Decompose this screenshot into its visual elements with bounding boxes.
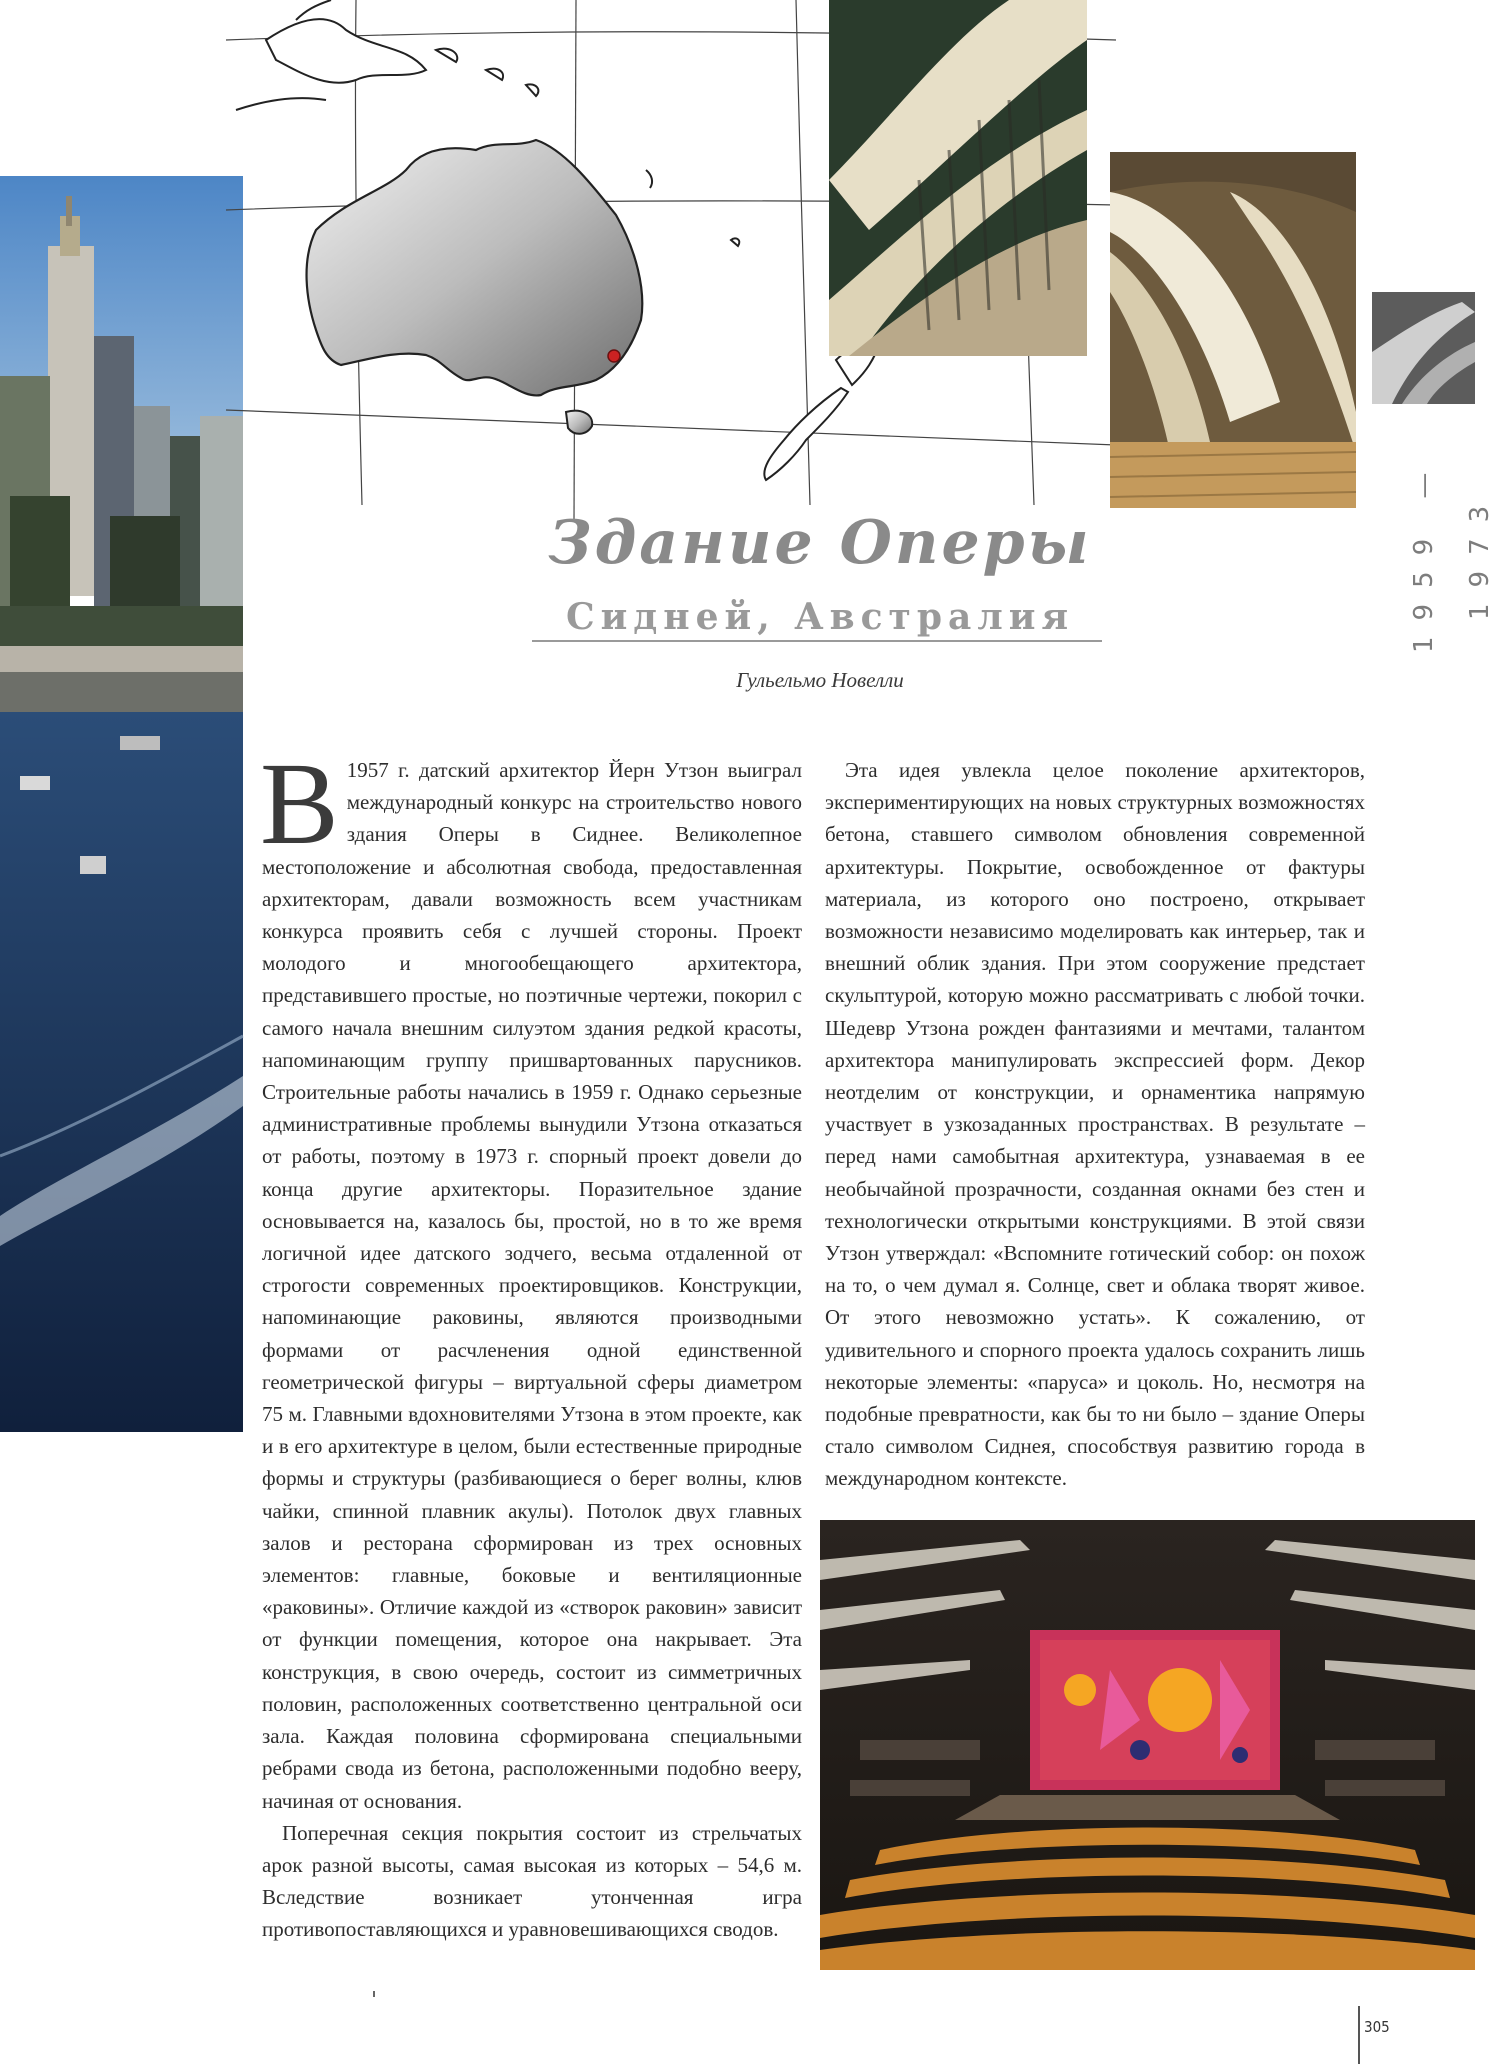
opera-auditorium-photo [820, 1520, 1475, 1970]
author-name: Гульельмо Новелли [736, 668, 904, 692]
article-right-column [825, 754, 1365, 1495]
scan-mark [373, 1991, 375, 1997]
sydney-skyline-photo [0, 176, 243, 1432]
page-title: Здание Оперы [548, 508, 1092, 578]
opera-shells-photo [829, 0, 1087, 356]
page-number: 305 [1364, 2018, 1390, 2036]
year-range-label: 1959 — 1973 [1409, 456, 1495, 654]
sydney-location-marker [608, 350, 620, 362]
page-subtitle: Сидней, Австралия [565, 596, 1075, 638]
drop-cap: В [260, 738, 339, 869]
page-number-rule [1358, 2006, 1360, 2064]
opera-detail-thumbnail [1372, 292, 1475, 404]
article-left-column [260, 738, 802, 1946]
article-paragraph-2: Поперечная секция покрытия состоит из стрельчатых арок разной высоты, самая высокая из которых – 54,6 м. Вследствие возникает утонченная игра противопоставляющихся и уравновешивающихся сводов. [262, 1820, 802, 1942]
opera-sails-photo [1110, 152, 1356, 508]
article-paragraph-3: Эта идея увлекла целое поколение архитекторов, экспериментирующих на новых структурных возможностях бетона, ставшего символом обновления современной архитектуры. Покрытие, освобожденное от фактуры материала, из которого оно построено, открывает возможности независимо моделировать как интерьер, так и внешний облик здания. При этом сооружение предстает скульптурой, которую можно рассматривать с любой точки. Шедевр Утзона рожден фантазиями и мечтами, талантом архитектора манипулировать экспрессией форм. Декор неотделим от конструкции, и орнаментика напрямую участвует в узкозаданных пространствах. В результате – перед нами самобытная архитектура, узнаваемая в ее необычайной прозрачности, созданная окнами без стен и технологически открытыми конструкциями. В этой связи Утзон утверждал: «Вспомните готический собор: он похож на то, о чем думал я. Солнце, свет и облака творят живое. От этого невозможно устать». К сожалению, от удивительного и спорного проекта удалось сохранить лишь некоторые элементы: «паруса» и цоколь. Но, несмотря на подобные превратности, как бы то ни было – здание Оперы стало символом Сиднея, способствуя развитию города в международном контексте. [825, 758, 1365, 1491]
subtitle-underline [532, 640, 1102, 642]
article-paragraph-1: В 1957 г. датский архитектор Йерн Утзон выиграл международный конкурс на строительство нового здания Оперы в Сиднее. Великолепное местоположение и абсолютная свобода, предоставленная архитекторам, давали возможность всем участникам конкурса проявить себя с лучшей стороны. Проект молодого и многообещающего архитектора, представившего простые, но поэтичные чертежи, покорил с самого начала внешним силуэтом здания редкой красоты, напоминающим группу пришвартованных парусников. Строительные работы начались в 1959 г. Однако серьезные административные проблемы вынудили Утзона отказаться от работы, поэтому в 1973 г. спорный проект довели до конца другие архитекторы. Поразительное здание основывается на, казалось бы, простой, но в то же время логичной идее датского зодчего, весьма отдаленной от строгости современных проектировщиков. Конструкции, напоминающие раковины, являются производными формами от расчленения одной единственной геометрической фигуры – виртуальной сферы диаметром 75 м. Главными вдохновителями Утзона в этом проекте, как и в его архитектуре в целом, были естественные природные формы и структуры (разбивающиеся о берег волны, клюв чайки, спинной плавник акулы). Потолок двух главных залов и ресторана сформирован из трех основных элементов: главные, боковые и вентиляционные «раковины». Отличие каждой из «створок раковин» зависит от функции помещения, которое она накрывает. Эта конструкция, в свою очередь, состоит из симметричных половин, расположенных соответственно центральной оси зала. Каждая половина сформирована специальными ребрами свода из бетона, расположенными подобно вееру, начиная от основания. [260, 738, 802, 1813]
